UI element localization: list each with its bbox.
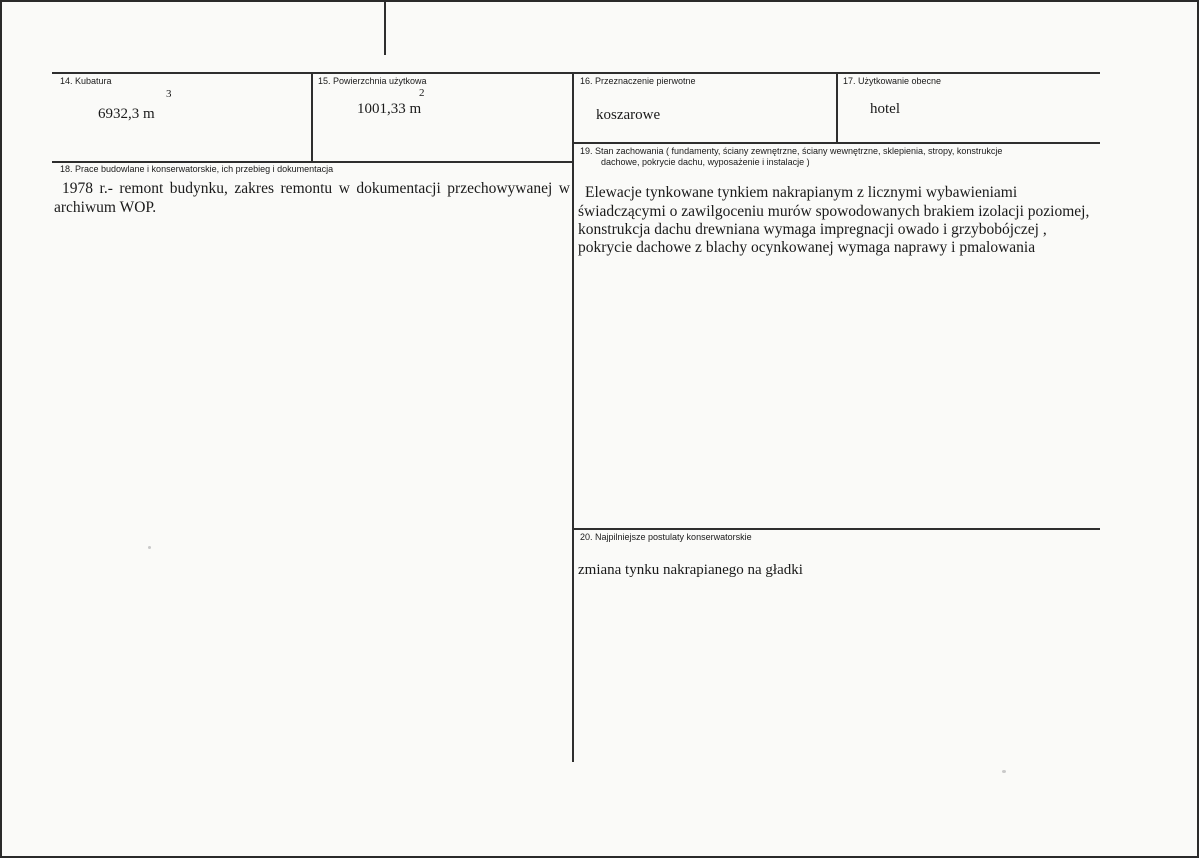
prace-text: 1978 r.- remont budynku, zakres remontu w dokumentacji przechowywanej w archiwum WOP. [54,180,570,216]
kubatura-exponent: 3 [166,88,172,100]
przeznaczenie-value: koszarowe [596,107,661,123]
stan-label-line2: dachowe, pokrycie dachu, wyposażenie i instalacje ) [601,157,810,167]
scan-speck [148,546,151,549]
powierzchnia-value: 1001,33 m [357,101,422,117]
divider-16-17 [836,72,838,143]
przeznaczenie-label: 16. Przeznaczenie pierwotne [580,76,696,86]
main-vertical-divider [572,72,574,762]
line-above-19 [574,142,1100,144]
prace-label: 18. Prace budowlane i konserwatorskie, ich przebieg i dokumentacja [60,164,334,174]
powierzchnia-label: 15. Powierzchnia użytkowa [318,76,427,86]
powierzchnia-exponent: 2 [419,87,425,99]
line-above-20 [574,528,1100,530]
row-top-line [52,72,1100,74]
kubatura-value: 6932,3 m [98,106,155,122]
scan-speck [1002,770,1006,773]
divider-14-15 [311,72,313,163]
postulaty-value: zmiana tynku nakrapianego na gładki [578,562,803,578]
uzytkowanie-value: hotel [870,101,900,117]
stan-line-3: konstrukcja dachu drewniana wymaga impregnacji owado i grzybobójczej , [578,221,1047,238]
top-divider [384,2,386,55]
line-above-18 [52,161,572,163]
stan-label-line1: 19. Stan zachowania ( fundamenty, ściany zewnętrzne, ściany wewnętrzne, sklepienia, stropy, konstrukcje [580,146,1003,156]
stan-line-1: Elewacje tynkowane tynkiem nakrapianym z licznymi wybawieniami [585,184,1018,201]
uzytkowanie-label: 17. Użytkowanie obecne [843,76,942,86]
kubatura-label: 14. Kubatura [60,76,112,86]
stan-line-2: świadczącymi o zawilgoceniu murów spowodowanych brakiem izolacji poziomej, [578,203,1090,220]
postulaty-label: 20. Najpilniejsze postulaty konserwatorskie [580,532,752,542]
stan-line-4: pokrycie dachowe z blachy ocynkowanej wymaga naprawy i pmalowania [578,239,1036,256]
